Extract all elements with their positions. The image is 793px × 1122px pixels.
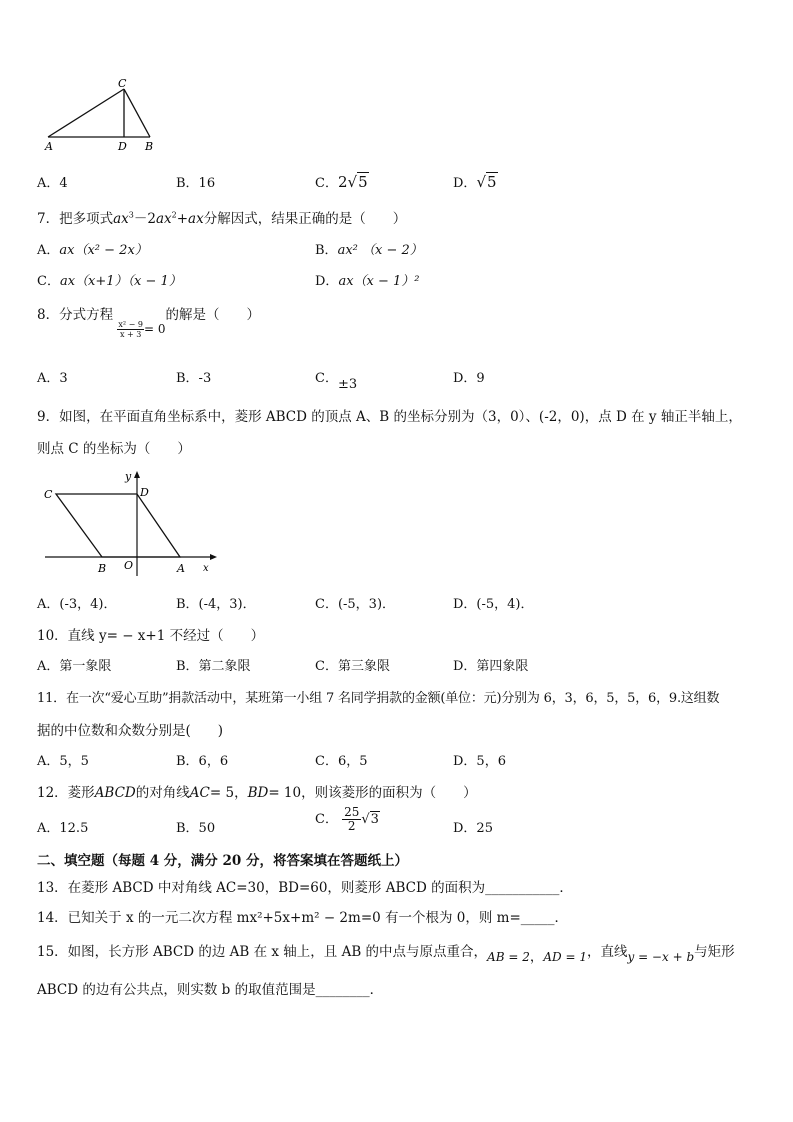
q10-option-c: C．第三象限	[315, 659, 390, 674]
q12-option-b: B．50	[176, 821, 216, 836]
q11-line2: 据的中位数和众数分别是( )	[37, 723, 224, 739]
triangle-side-ac	[48, 89, 124, 137]
q15-line1: 15．如图，长方形 ABCD 的边 AB 在 x 轴上，且 AB 的中点与原点重合，AB = 2，AD = 1，直线y = −x + b与矩形	[37, 944, 735, 965]
q6-option-b: B．16	[176, 176, 216, 191]
q9-option-c: C．(-5，3)．	[315, 597, 396, 612]
q14-stem: 14．已知关于 x 的一元二次方程 mx²+5x+m² − 2m=0 有一个根为 0，则 m=_____．	[37, 910, 569, 926]
label-d: D	[140, 486, 149, 499]
q9-option-d: D．(-5，4)．	[453, 597, 534, 612]
q7-option-d: D．ax（x − 1）²	[315, 274, 420, 289]
q12-stem: 12．菱形ABCD的对角线AC= 5，BD= 10，则该菱形的面积为（ ）	[37, 785, 477, 801]
label-y: y	[125, 470, 132, 483]
q8-option-b: B．-3	[176, 371, 212, 386]
q8-fraction: $\frac{\text{x² − 9}}{x + 3}$	[118, 320, 143, 339]
q9-line2: 则点 C 的坐标为（ ）	[37, 441, 191, 457]
q12-option-c-fraction: $\frac{25}{2}$	[344, 805, 360, 833]
q9-option-b: B．(-4，3)．	[176, 597, 256, 612]
q11-option-b: B．6，6	[176, 754, 229, 769]
q8-option-c: C．±3	[315, 371, 358, 392]
q10-option-b: B．第二象限	[176, 659, 251, 674]
q10-option-d: D．第四象限	[453, 659, 529, 674]
q8-option-d: D．9	[453, 371, 485, 386]
q10-option-a: A．第一象限	[37, 659, 112, 674]
label-a: A	[177, 562, 185, 575]
x-axis-arrow-icon	[210, 554, 217, 560]
q12-option-d: D．25	[453, 821, 493, 836]
q6-option-d: D．√5	[453, 173, 497, 191]
q7-option-c: C．ax（x+1）（x − 1）	[37, 274, 182, 289]
q11-line1: 11．在一次“爱心互助”捐款活动中，某班第一小组 7 名同学捐款的金额(单位：元)分别为 6，3，6，5，5，6，9.这组数	[37, 691, 720, 706]
y-axis-arrow-icon	[134, 471, 140, 478]
label-d: D	[118, 140, 127, 153]
q12-option-a: A．12.5	[37, 821, 89, 836]
q13-stem: 13．在菱形 ABCD 中对角线 AC=30，BD=60，则菱形 ABCD 的面积为___________．	[37, 880, 573, 896]
section-title-fill-in: 二、填空题（每题 4 分，满分 20 分，将答案填在答题纸上）	[37, 853, 408, 869]
label-b: B	[98, 562, 107, 575]
q9-line1: 9．如图，在平面直角坐标系中，菱形 ABCD 的顶点 A、B 的坐标分别为（3，0）、(-2，0)，点 D 在 y 轴正半轴上，	[37, 409, 742, 425]
q11-option-a: A．5，5	[37, 754, 89, 769]
q7-option-b: B．ax² （x − 2）	[315, 243, 423, 258]
rhombus-coordinate-figure	[40, 468, 220, 580]
q11-option-c: C．6，5	[315, 754, 368, 769]
label-b: B	[145, 140, 154, 153]
triangle-figure	[40, 78, 160, 156]
q7-stem: 7．把多项式$ax^3-2ax^2+ax$分解因式，结果正确的是（ ）	[37, 210, 407, 227]
label-c: C	[44, 488, 53, 501]
q6-option-c: C．2√5	[315, 173, 368, 191]
q8-stem: 8．分式方程 $\frac{\text{x² − 9}}{x + 3}$ = 0的解是（ ）	[37, 307, 261, 339]
q8-option-a: A．3	[37, 371, 68, 386]
label-a: A	[45, 140, 53, 153]
label-x: x	[203, 563, 209, 574]
q6-option-a: A．4	[37, 176, 68, 191]
q7-option-a: A．ax（x² − 2x）	[37, 243, 148, 258]
label-c: C	[118, 78, 127, 90]
q15-line2: ABCD 的边有公共点，则实数 b 的取值范围是________．	[37, 982, 384, 998]
q10-stem: 10．直线 y= − x+1 不经过（ ）	[37, 628, 265, 644]
triangle-side-cb	[124, 89, 150, 137]
q9-option-a: A．(-3，4)．	[37, 597, 117, 612]
rhombus-abcd	[56, 494, 180, 557]
q12-option-c: C． $\frac{25}{2}$ √3	[315, 805, 379, 833]
label-o: O	[124, 559, 134, 572]
q11-option-d: D．5，6	[453, 754, 506, 769]
